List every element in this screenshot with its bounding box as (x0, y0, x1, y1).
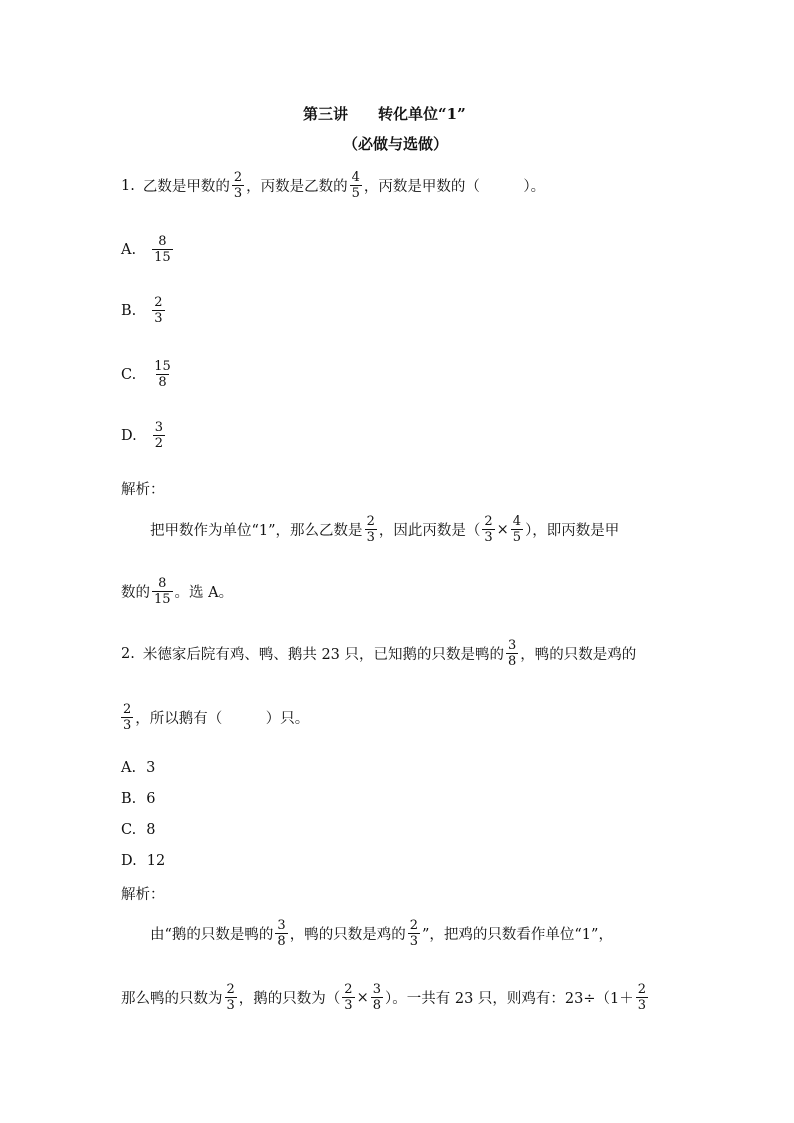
analysis-fraction: $\frac{2}{3}$ (409, 918, 418, 949)
option-value: 6 (146, 791, 156, 807)
q1-fraction-2: $\frac{4}{5}$ (351, 170, 360, 201)
q2-option-c (121, 822, 155, 838)
q1-stem (121, 170, 545, 201)
multiply-sign: × (496, 521, 509, 538)
option-value: 3 (146, 760, 156, 776)
option-label: D. (121, 853, 137, 869)
analysis-text: ）。一共有 23 只，则鸡有：23÷（1＋ (385, 991, 634, 1007)
analysis-fraction: $\frac{2}{3}$ (226, 982, 235, 1013)
analysis-fraction: $\frac{2}{3}$ (344, 982, 353, 1013)
q2-option-b (121, 791, 156, 807)
q1-text-1: 乙数是甲数的 (142, 179, 230, 195)
option-fraction: $\frac{8}{15}$ (154, 234, 171, 265)
option-label: B. (121, 302, 137, 319)
q2-fraction-2: $\frac{2}{3}$ (123, 702, 132, 733)
q2-text-1: 米德家后院有鸡、鸭、鹅共 23 只，已知鹅的只数是鸭的 (142, 647, 505, 663)
analysis-text: ，因此丙数是（ (378, 523, 481, 539)
analysis-fraction: $\frac{3}{8}$ (277, 918, 286, 949)
analysis-text: ，鸭的只数是鸡的 (289, 927, 406, 943)
q1-option-d (121, 420, 167, 451)
q1-text-3: ，丙数是甲数的（ ）。 (363, 179, 546, 195)
q2-option-a (121, 760, 155, 776)
analysis-text: ，鹅的只数为（ (238, 991, 341, 1007)
analysis-text: 数的 (121, 585, 150, 601)
option-label: A. (121, 760, 137, 776)
analysis-text: ），即丙数是甲 (525, 523, 620, 539)
analysis-fraction: $\frac{2}{3}$ (484, 514, 493, 545)
q2-fraction-1: $\frac{3}{8}$ (508, 638, 517, 669)
option-label: B. (121, 791, 137, 807)
multiply-sign: × (356, 989, 369, 1006)
analysis-fraction: $\frac{4}{5}$ (512, 514, 522, 545)
q2-text-2: ，鸭的只数是鸡的 (520, 647, 637, 663)
analysis-text: 那么鸭的只数为 (121, 991, 223, 1007)
q1-option-c (121, 359, 175, 390)
lecture-number: 第三讲 (303, 105, 349, 123)
option-fraction: $\frac{2}{3}$ (154, 295, 163, 326)
option-label: C. (121, 366, 137, 383)
q1-text-2: ，丙数是乙数的 (246, 179, 348, 195)
option-fraction: $\frac{15}{8}$ (154, 359, 171, 390)
q1-fraction-1: $\frac{2}{3}$ (233, 170, 243, 201)
q1-option-b (121, 295, 167, 326)
option-fraction: $\frac{3}{2}$ (154, 420, 163, 451)
q2-stem-line-2 (119, 702, 309, 733)
analysis-text: 。选 A。 (174, 585, 234, 601)
q1-number: 1. (121, 177, 135, 194)
q2-text-3: ，所以鹅有（ ）只。 (135, 711, 310, 727)
q1-analysis-line-2 (121, 576, 233, 607)
lecture-topic: 转化单位“1” (378, 105, 466, 123)
analysis-text: 由“鹅的只数是鸭的 (150, 927, 274, 943)
option-value: 8 (146, 822, 156, 838)
analysis-fraction: $\frac{2}{3}$ (366, 514, 375, 545)
q2-number: 2. (121, 645, 135, 662)
lecture-title (303, 103, 466, 124)
analysis-fraction: $\frac{2}{3}$ (637, 982, 647, 1013)
option-value: 12 (146, 853, 166, 869)
option-label: D. (121, 427, 137, 444)
q2-analysis-line-2 (121, 982, 650, 1013)
q1-option-a (121, 234, 175, 265)
q2-analysis-label: 解析： (121, 887, 165, 903)
q2-stem-line-1 (121, 638, 636, 669)
q2-option-d (121, 853, 165, 869)
q1-analysis-line-1 (150, 514, 619, 545)
analysis-text: ”，把鸡的只数看作单位“1”， (421, 927, 613, 943)
option-label: C. (121, 822, 137, 838)
q2-analysis-line-1 (150, 918, 613, 949)
analysis-text: 把甲数作为单位“1”，那么乙数是 (150, 523, 363, 539)
lecture-subtitle: （必做与选做） (343, 135, 449, 153)
q1-analysis-label: 解析： (121, 482, 165, 498)
analysis-fraction: $\frac{8}{15}$ (154, 576, 171, 607)
analysis-fraction: $\frac{3}{8}$ (372, 982, 381, 1013)
option-label: A. (121, 241, 137, 258)
